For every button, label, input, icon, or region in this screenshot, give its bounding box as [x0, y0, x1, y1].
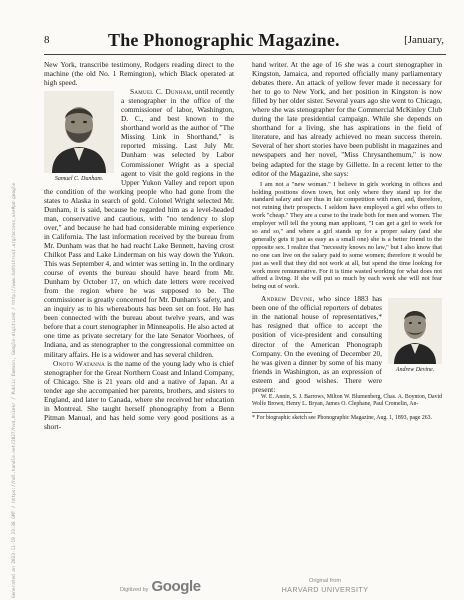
left-column — [44, 60, 234, 431]
page-header — [44, 30, 444, 52]
footnote: * For biographic sketch see Phonographic Magazine, Aug. 1, 1893, page 263. — [252, 414, 432, 421]
dunham-text: , until recently a stenographer in the office of the commissioner of labor, Washington, D. C., and best known to the shorthand world as the author of "The Missing Link in Shorthand," is reported missing. Last July Mr. Dunham was selected by Labor Commissioner Wright as a special agent to visit the gold regions in the Upper Yukon Valley and report upon the condition of the working people who had gone from the states to Alaska in search of gold. Colonel Wright selected Mr. Dunham, it is said, because he regarded him as a level-headed man, conservative and cautious, with "no tendency to slop over," and because he had had considerable mining experience in California. The last information received by the bureau from Mr. Dunham was that he had reacht Lake Bennett, having crost Chilkot Pass and Lake Linderman on his way down the Yukon. This was September 4, and winter was setting in. In the ordinary course of events the bureau should have heard from Mr. Dunham by October 17, on which date letters were received from the region where he was supposed to be. The commissioner is greatly concerned for Mr. Dunham's safety, and an inquiry as to his whereabouts has been set on foot. He has been connected with the bureau about twelve years, and was before that a court stenographer in Minneapolis. He also acted at one time as private secretary for the late Senator Voorhees, of Indiana, and as stenographer to the congressional committee on military affairs. He is a widower and has several children. — [44, 87, 235, 359]
right-column — [252, 60, 442, 422]
original-from — [270, 578, 380, 594]
digitized-by — [120, 578, 201, 595]
devine-text: , who since 1883 has been one of the official reporters of debates in the national house of representatives,* has resigned that office to accept the position of vice-president and consulting director of the American Phonograph Company. On the evening of December 20, he was given a dinner by some of his many friends in Washington, as an expression of esteem and good wishes. There were present: — [252, 294, 382, 394]
paragraph-transcribe: New York, transcribe testimony, Rodgers reading direct to the machine (the old No. 1 Remington), which Black operated at high speed. — [44, 60, 234, 88]
paragraph-watanna-cont: hand writer. At the age of 16 she was a court stenographer in Kingston, Jamaica, and reported officially many parliamentary debates there. An attack of yellow fever made it necessary for her to go to New York, and her position in Kingston is now filled by her older sister. Several years ago she went to Chicago, where she was stenographer for the Commercial McKinley Club during the late presidential campaign. While she depends on shorthand for a living, she has aspirations in the field of literature, and has already achieved no mean success therein. Several of her short stories have been publisht in magazines and newspapers and her novel, "Miss Chrysanthemum," is now being adapted for the stage by Gillette. In a recent letter to the editor of the Magazine, she says: — [252, 60, 442, 178]
google-logo: Google — [151, 578, 201, 595]
devine-name: Andrew Devine — [261, 294, 313, 304]
watanna-name: Onoto Watanna — [53, 358, 106, 368]
header-rule — [44, 54, 446, 55]
dunham-caption: Samuel C. Dunham. — [54, 176, 104, 183]
hathitrust-margin-note — [3, 182, 17, 600]
watanna-quote: I am not a "new woman." I believe in girls working in offices and holding positions down town, but only where they stand up for the standard salary and are thus in fair competition with men, and, therefore, not ruining their prospects. I seldom have employed a girl who offers to work "cheap." They are a curse to the trade both for men and women. The employer will tell the young man applicant, "I can get a girl to work for so and so," and where a girl stands up for a proper salary (and she generally gets it just as easy as a small one) she is a better friend to the opposite sex. I realize that "necessity knows no law," but I also know that no one can live on the salary paid to some women; therefore it would be just as well that they did not work at all, but spend the time looking for work more remunerative. For it is time wasted working for what does not afford a living. If she will put so much by each week she will not fear being out of work. — [252, 180, 442, 291]
magazine-title: The Phonographic Magazine. — [108, 30, 340, 50]
dunham-name: Samuel C. Dunham — [130, 87, 192, 97]
original-from-label: Original from — [308, 578, 342, 584]
institution-name: HARVARD UNIVERSITY — [281, 585, 369, 594]
watanna-text: is the name of the young lady who is chief stenographer for the Great Northern Coast and Inland Company, of Chicago. She is 21 years old and a native of Japan. At a tender age she accompanied her parents, brothers, and sisters to England, and later to Canada, where she received her education in Montreal. She taught herself phonography from a Benn Pitman Manual, and has held some very good positions as a short- — [44, 358, 234, 431]
attendees-list: W. E. Annin, S. J. Barrows, Milton W. Blumenberg, Chas. A. Boynton, David Wolfe Brown, Henry L. Bryan, James O. Clephane, Paul Cromelin, An- — [252, 393, 442, 408]
paragraph-devine — [252, 294, 442, 394]
paragraph-watanna — [44, 359, 234, 431]
paragraph-dunham — [44, 87, 234, 358]
margin-note-text: Generated on 2023-11-19 23:38 GMT / https://hdl.handle.net/2027/hvd.hn1mkr / Public Domain, Google-digitized / http://www.hathitrust.org/access_use#pd-google — [12, 182, 17, 598]
issue-month: [January, — [404, 34, 444, 46]
dunham-portrait-image — [44, 91, 114, 173]
footnote-rule — [252, 412, 312, 413]
devine-portrait-image — [388, 298, 442, 364]
devine-figure — [388, 298, 442, 374]
digitized-by-label: Digitized by — [120, 587, 149, 593]
devine-caption: Andrew Devine. — [395, 367, 435, 374]
dunham-figure — [44, 91, 114, 183]
page-number: 8 — [44, 34, 50, 46]
